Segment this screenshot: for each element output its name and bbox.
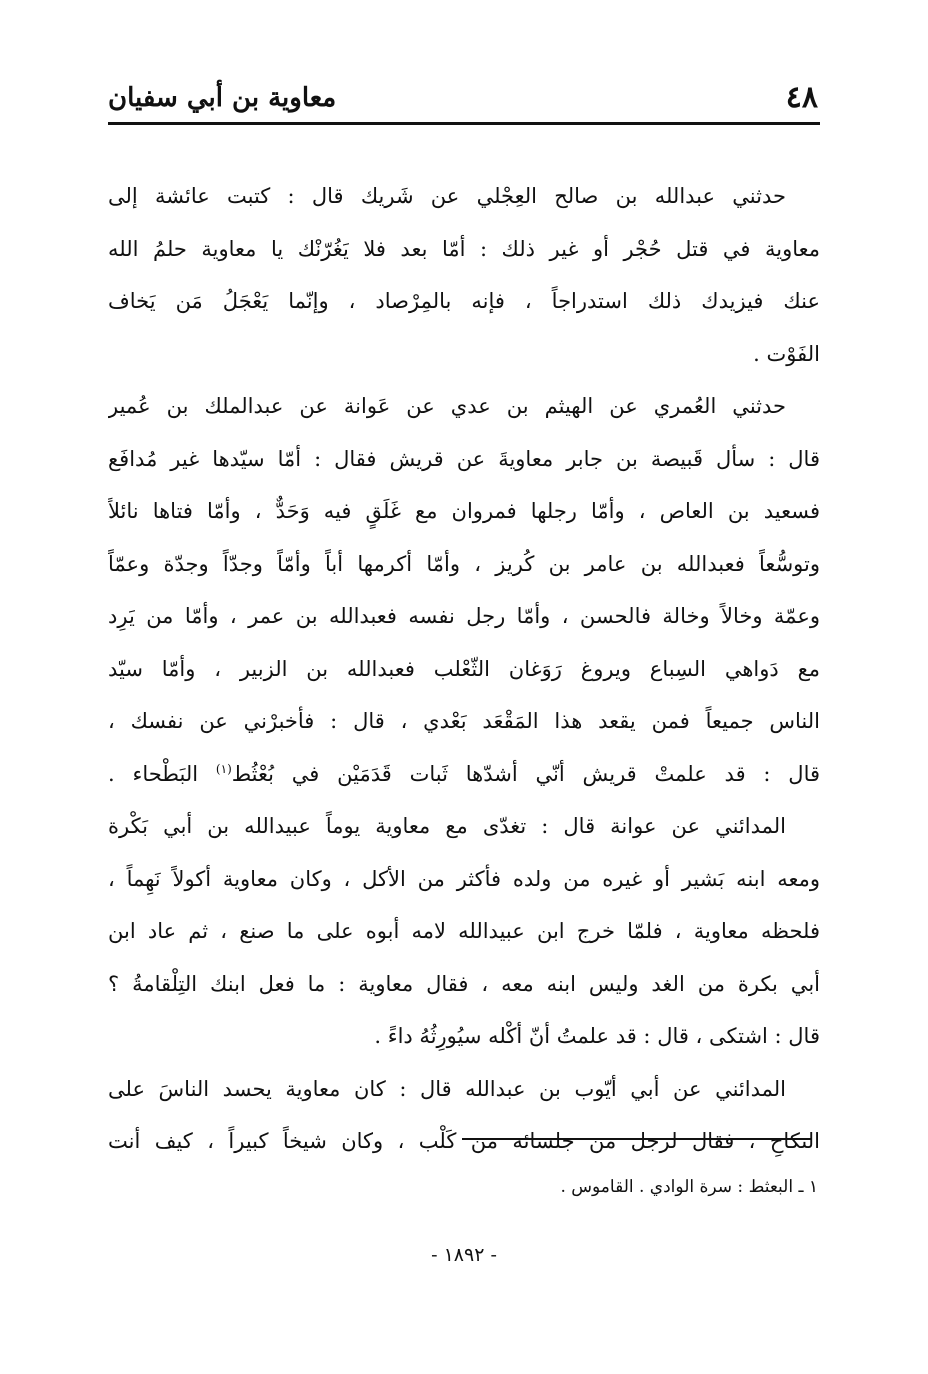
text-line: فسعيد بن العاص ، وأمّا رجلها فمروان مع غَلَقٍ فيه وَحَدٌّ ، وأمّا فتاها نائلاً — [108, 499, 820, 523]
header-rule — [108, 122, 820, 125]
text-segment: البَطْحاء . — [108, 761, 216, 786]
header-page-number: ٤٨ — [785, 80, 818, 115]
footer-page-number: - ١٨٩٢ - — [431, 1244, 497, 1266]
paragraph-2 — [108, 380, 820, 800]
footnote-marker: (١) — [215, 761, 232, 776]
paragraph-1 — [108, 170, 820, 380]
text-line: المدائني عن أبي أيّوب بن عبدالله قال : كان معاوية يحسد الناسَ على — [108, 1076, 786, 1101]
text-line: ومعه ابنه بَشير أو غيره من ولده فأكثر من الأكل ، وكان معاوية أكولاً نَهِماً ، — [108, 866, 820, 891]
text-line: معاوية في قتل حُجْر أو غير ذلك : أمّا بعد فلا يَغُرّنْك يا معاوية حلمُ الله — [108, 236, 820, 261]
body-text — [108, 170, 820, 1168]
text-line: أبي بكرة من الغد وليس ابنه معه ، فقال معاوية : ما فعل ابنك التِلْقامةُ ؟ — [108, 971, 820, 996]
page-header — [108, 78, 818, 118]
text-line: وتوسُّعاً فعبدالله بن عامر بن كُريز ، وأمّا أكرمها أباً وأمّاً وجدّاً وجدّة وعمّاً — [108, 551, 820, 576]
running-title: معاوية بن أبي سفيان — [108, 83, 337, 113]
text-line: النكاحِ ، فقال لرجل من جلسائه من كَلْب ، وكان شيخاً كبيراً ، كيف أنت — [108, 1129, 820, 1153]
text-line: فلحظه معاوية ، فلمّا خرج ابن عبيدالله لامه أبوه على ما صنع ، ثم عاد ابن — [108, 919, 820, 943]
footnote-rule — [462, 1138, 812, 1140]
text-segment: قال : قد علمتْ قريش أنّي أشدّها ثَبات قَدَمَيْن في بُعْثُط — [231, 761, 820, 786]
paragraph-3 — [108, 800, 820, 1063]
footnote: ١ ـ البعثط : سرة الوادي . القاموس . — [560, 1177, 818, 1197]
text-line: مع دَواهي السِباع ويروغ رَوَغان الثّعْلب فعبدالله بن الزبير ، وأمّا سيّد — [108, 656, 820, 681]
text-line: قال : اشتكى ، قال : قد علمتُ أنّ أكْله سيُورِثُهُ داءً . — [374, 1024, 820, 1048]
text-line: حدثني العُمري عن الهيثم بن عدي عن عَوانة عن عبدالملك بن عُمير — [108, 394, 786, 418]
text-line-with-footnote — [108, 748, 820, 801]
text-line: الناس جميعاً فمن يقعد هذا المَقْعَد بَعْدي ، قال : فأخبرْني عن نفسك ، — [108, 709, 820, 733]
text-line: حدثني عبدالله بن صالح العِجْلي عن شَريك قال : كتبت عائشة إلى — [108, 184, 786, 208]
text-line: عنك فيزيدك ذلك استدراجاً ، فإنه بالمِرْصاد ، وإنّما يَعْجَلُ مَن يَخاف — [108, 289, 820, 313]
paragraph-4 — [108, 1063, 820, 1168]
text-line: قال : سأل قَبيصة بن جابر معاويةَ عن قريش فقال : أمّا سيّدها غير مُدافَع — [108, 446, 820, 471]
text-line: وعمّة وخالاً وخالة فالحسن ، وأمّا رجل نفسه فعبدالله بن عمر ، وأمّا من يَرِد — [108, 604, 820, 628]
text-line: الفَوْت . — [753, 341, 820, 366]
text-line: المدائني عن عوانة قال : تغدّى مع معاوية يوماً عبيدالله بن أبي بَكْرة — [108, 814, 786, 838]
